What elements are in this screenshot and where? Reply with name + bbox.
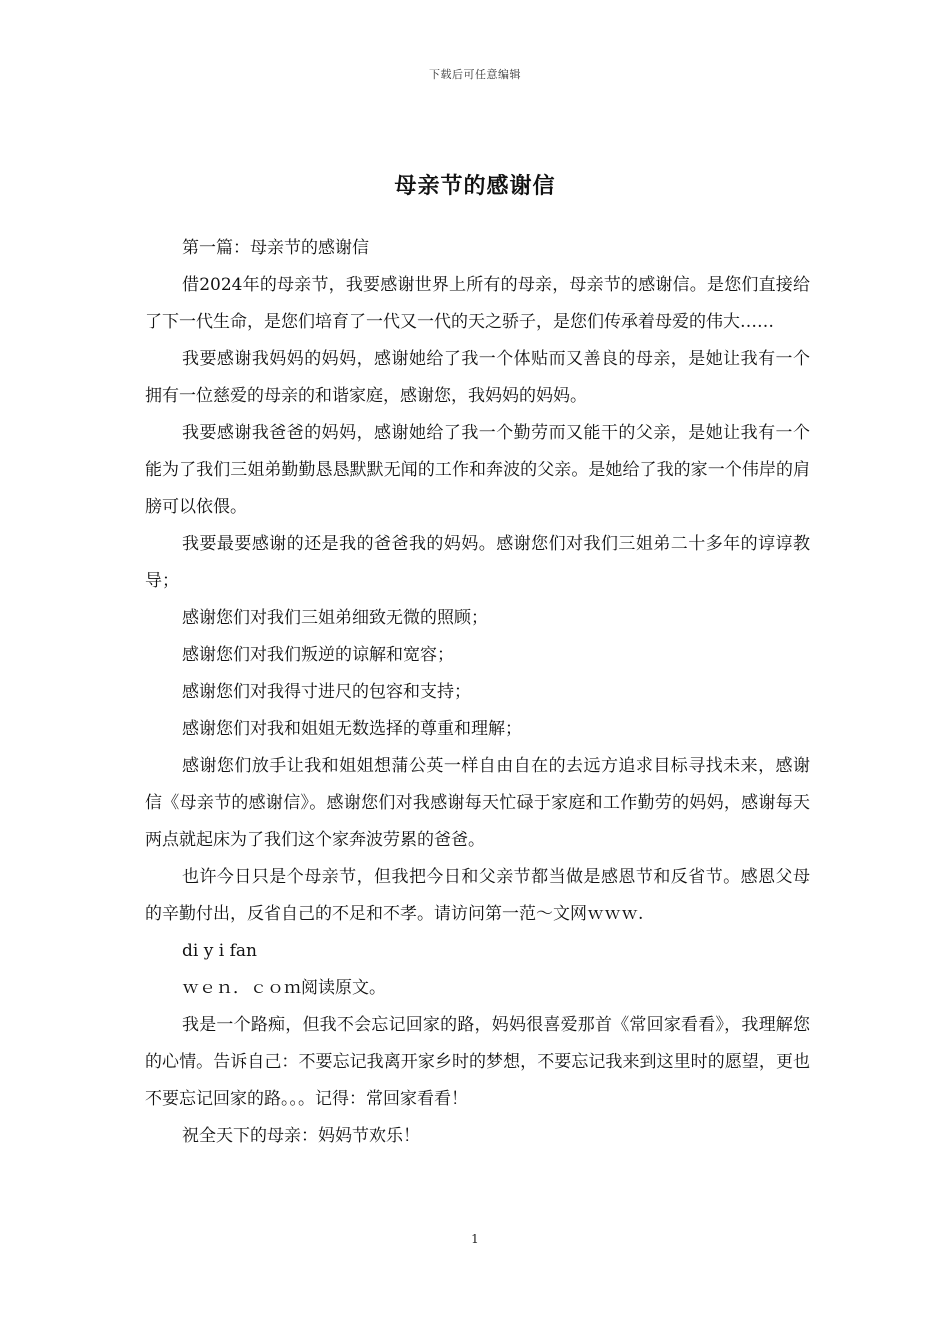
page-number: 1: [471, 1232, 479, 1246]
paragraph: 感谢您们对我们三姐弟细致无微的照顾；: [182, 608, 488, 628]
paragraph: 我要感谢我爸爸的妈妈，感谢她给了我一个勤劳而又能干的父亲，是她让我有一个能为了我们三姐弟勤勤恳恳默默无闻的工作和奔波的父亲。是她给了我的家一个伟岸的肩膀可以依偎。: [145, 423, 810, 517]
paragraph: 感谢您们放手让我和姐姐想蒲公英一样自由自在的去远方追求目标寻找未来，感谢信《母亲节的感谢信》。感谢您们对我感谢每天忙碌于家庭和工作勤劳的妈妈，感谢每天两点就起床为了我们这个家奔波劳累的爸爸。: [145, 756, 810, 850]
paragraph: di y i fan: [182, 941, 257, 961]
document-body: [145, 230, 810, 1155]
paragraph-section-heading: 第一篇：母亲节的感谢信: [182, 238, 369, 258]
paragraph: 感谢您们对我得寸进尺的包容和支持；: [182, 682, 471, 702]
paragraph: 我是一个路痴，但我不会忘记回家的路，妈妈很喜爱那首《常回家看看》，我理解您的心情。告诉自己：不要忘记我离开家乡时的梦想，不要忘记我来到这里时的愿望，更也不要忘记回家的路。。。记得：常回家看看！: [145, 1015, 810, 1109]
paragraph: 祝全天下的母亲：妈妈节欢乐！: [182, 1126, 420, 1146]
paragraph: ｗｅｎ．ｃｏｍ阅读原文。: [182, 978, 386, 998]
document-title: 母亲节的感谢信: [394, 172, 556, 199]
paragraph: 借2024年的母亲节，我要感谢世界上所有的母亲，母亲节的感谢信。是您们直接给了下一代生命，是您们培育了一代又一代的天之骄子，是您们传承着母爱的伟大……: [145, 275, 810, 332]
paragraph: 我要感谢我妈妈的妈妈，感谢她给了我一个体贴而又善良的母亲，是她让我有一个拥有一位慈爱的母亲的和谐家庭，感谢您，我妈妈的妈妈。: [145, 349, 810, 406]
header-note: 下载后可任意编辑: [429, 68, 521, 81]
paragraph: 我要最要感谢的还是我的爸爸我的妈妈。感谢您们对我们三姐弟二十多年的谆谆教导；: [145, 534, 810, 591]
paragraph: 也许今日只是个母亲节，但我把今日和父亲节都当做是感恩节和反省节。感恩父母的辛勤付出，反省自己的不足和不孝。请访问第一范～文网ｗｗｗ.: [145, 867, 810, 924]
paragraph: 感谢您们对我和姐姐无数选择的尊重和理解；: [182, 719, 522, 739]
paragraph: 感谢您们对我们叛逆的谅解和宽容；: [182, 645, 454, 665]
